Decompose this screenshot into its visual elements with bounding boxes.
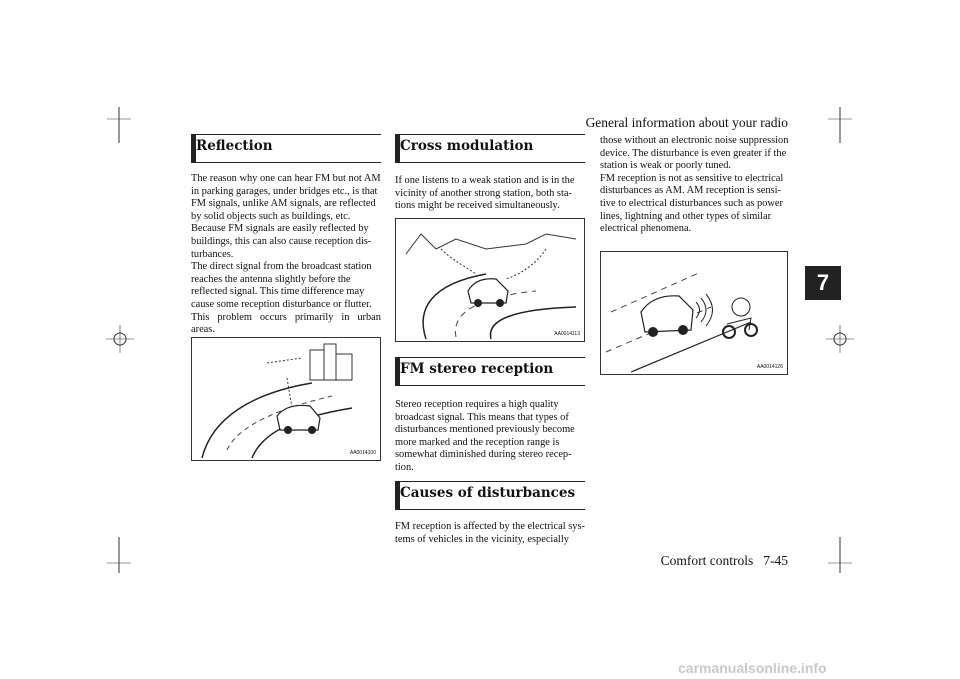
text-line: disturbances as AM. AM reception is sensi- [600,185,781,197]
electrical-disturbance-illustration [601,252,787,374]
text-line: tion. [395,461,414,473]
text-line: tive to electrical disturbances such as power [600,197,783,209]
figure-code: AA0014126 [756,364,783,370]
causes-text [395,521,585,546]
text-line: lines, lightning and other types of similar [600,210,772,222]
text-line: This problem occurs primarily in urban areas. [191,311,381,336]
figure-causes [600,251,788,375]
cross-modulation-illustration [396,219,584,341]
footer-section: Comfort controls [660,553,754,568]
column-causes [395,481,585,546]
chapter-tab: 7 [805,266,841,300]
text-line: buildings, this can also cause reception dis- [191,235,372,247]
crop-mark-bottom-left [105,535,135,575]
section-heading-fm-stereo: FM stereo reception [395,357,585,386]
text-line: more marked and the reception range is [395,436,560,448]
crop-mark-top-left [105,105,135,145]
text-line: those without an electronic noise suppression [600,135,789,146]
running-header: General information about your radio [585,115,788,130]
cross-modulation-text [395,175,585,213]
reflection-illustration [192,338,380,460]
text-line: reaches the antenna slightly before the [191,273,351,285]
watermark: carmanualsonline.info [678,660,827,676]
column-fm-stereo [395,357,585,475]
figure-code: AA0014100 [349,450,376,456]
text-line: turbances. [191,248,234,260]
text-line: tions might be received simultaneously. [395,200,560,212]
column-electrical [600,135,790,236]
text-line: FM reception is not as sensitive to electrical [600,172,784,184]
figure-cross-modulation [395,218,585,342]
section-heading-cross-modulation: Cross modulation [395,134,585,163]
reflection-text [191,173,381,337]
text-line: The reason why one can hear FM but not AM [191,173,381,184]
text-line: disturbances mentioned previously become [395,424,575,436]
registration-mark-right [826,325,854,353]
text-line: tems of vehicles in the vicinity, especially [395,533,569,545]
column-reflection [191,134,381,337]
text-line: reflected signal. This time difference may [191,286,365,298]
text-line: broadcast signal. This means that types of [395,411,569,423]
text-line: The direct signal from the broadcast station [191,261,372,273]
electrical-text [600,135,790,236]
crop-mark-top-right [826,105,856,145]
text-line: Because FM signals are easily reflected by [191,223,369,235]
text-line: station is weak or poorly tuned. [600,160,732,172]
fm-stereo-text [395,399,585,475]
text-line: Stereo reception requires a high quality [395,399,559,410]
text-line: in parking garages, under bridges etc., is that [191,185,378,197]
figure-code: AA0014113 [554,331,580,337]
registration-mark-left [106,325,134,353]
column-cross-modulation [395,134,585,213]
text-line: vicinity of another strong station, both sta- [395,187,572,199]
section-heading-causes-of-disturbances: Causes of disturbances [395,481,585,510]
crop-mark-bottom-right [826,535,856,575]
text-line: electrical phenomena. [600,223,692,235]
text-line: If one listens to a weak station and is in the [395,175,575,186]
figure-reflection [191,337,381,461]
text-line: device. The disturbance is even greater if the [600,147,787,159]
text-line: FM reception is affected by the electrical sys- [395,521,585,532]
text-line: FM signals, unlike AM signals, are reflected [191,198,376,210]
text-line: cause some reception disturbance or flutter. [191,298,372,310]
text-line: somewhat diminished during stereo recep- [395,449,572,461]
running-footer [560,553,788,569]
text-line: by solid objects such as buildings, etc. [191,210,351,222]
section-heading-reflection: Reflection [191,134,381,163]
footer-page-number: 7-45 [763,553,788,568]
